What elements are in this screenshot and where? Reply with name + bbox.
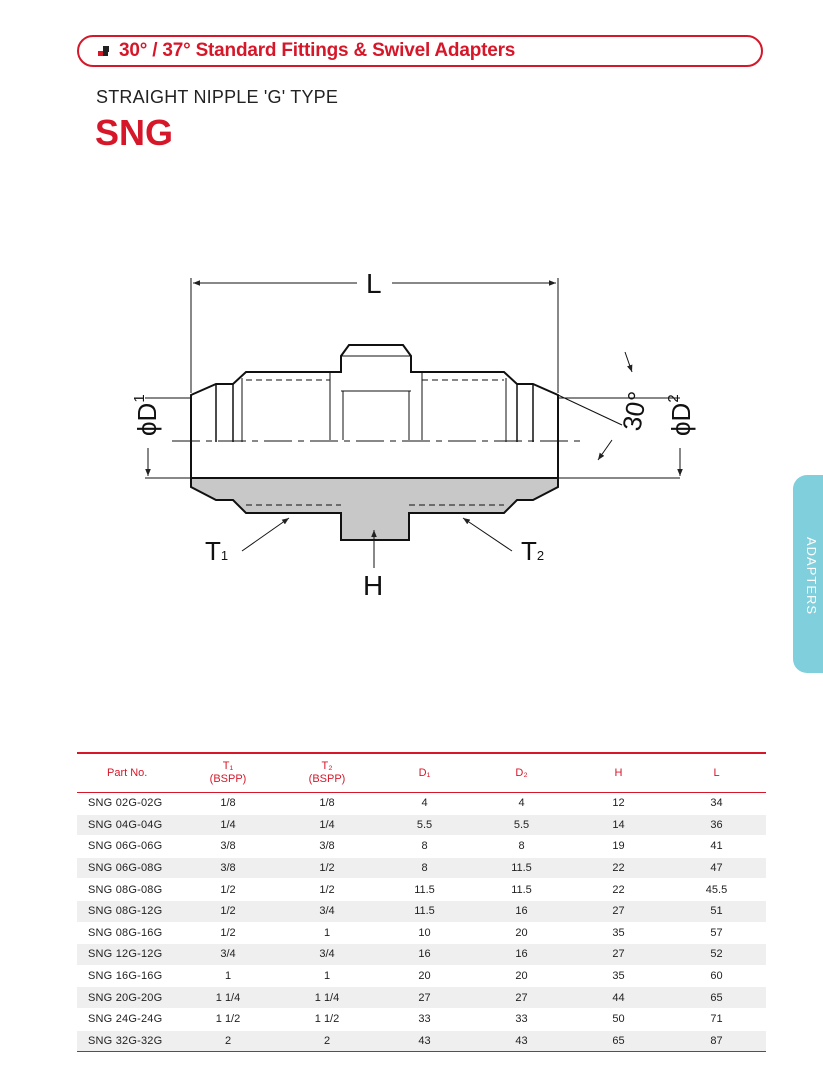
dim-T1-sub: 1 [220, 548, 229, 563]
table-cell: 1 [278, 922, 376, 944]
table-cell: 1/2 [178, 879, 278, 901]
table-cell: 51 [667, 900, 766, 922]
table-cell: 52 [667, 944, 766, 966]
table-cell: 1 1/2 [178, 1008, 278, 1030]
table-cell: 50 [570, 1008, 667, 1030]
col-header-h: H [570, 753, 667, 793]
table-cell: 3/4 [278, 900, 376, 922]
table-cell: 8 [376, 836, 473, 858]
dim-D2-label: ϕD [666, 402, 696, 436]
angle-label: 30° [616, 389, 653, 434]
table-cell: 1 1/4 [178, 987, 278, 1009]
table-cell: 1 [178, 965, 278, 987]
table-cell: 1/4 [178, 814, 278, 836]
section-squares-icon [98, 46, 111, 57]
table-cell: 27 [570, 944, 667, 966]
table-cell: SNG 04G-04G [77, 814, 178, 836]
table-cell: 19 [570, 836, 667, 858]
dim-T2-label: T [521, 536, 537, 566]
table-cell: 35 [570, 922, 667, 944]
col-header-l: L [667, 753, 766, 793]
col-header-d2: D₂ [473, 753, 570, 793]
table-cell: 2 [178, 1030, 278, 1052]
table-cell: 4 [376, 793, 473, 815]
table-cell: 33 [473, 1008, 570, 1030]
table-row [77, 922, 766, 944]
table-cell: 11.5 [473, 879, 570, 901]
dim-D2-sub: 2 [665, 394, 682, 403]
table-cell: 1/8 [278, 793, 376, 815]
table-cell: 11.5 [376, 900, 473, 922]
table-cell: 57 [667, 922, 766, 944]
table-cell: 11.5 [376, 879, 473, 901]
table-cell: SNG 20G-20G [77, 987, 178, 1009]
table-cell: 11.5 [473, 857, 570, 879]
table-cell: 43 [376, 1030, 473, 1052]
table-cell: 3/8 [178, 836, 278, 858]
table-cell: SNG 06G-08G [77, 857, 178, 879]
table-cell: 4 [473, 793, 570, 815]
table-cell: 1/2 [278, 857, 376, 879]
svg-text:T2 [521, 536, 544, 566]
table-cell: 34 [667, 793, 766, 815]
table-cell: 1/4 [278, 814, 376, 836]
table-row [77, 857, 766, 879]
adapters-side-tab-label: ADAPTERS [804, 537, 819, 616]
table-row [77, 1030, 766, 1052]
table-cell: 36 [667, 814, 766, 836]
svg-text:T1 [205, 536, 228, 566]
table-cell: 16 [376, 944, 473, 966]
table-cell: 1 1/4 [278, 987, 376, 1009]
table-cell: 8 [473, 836, 570, 858]
table-cell: 3/8 [178, 857, 278, 879]
table-cell: SNG 08G-12G [77, 900, 178, 922]
table-cell: SNG 02G-02G [77, 793, 178, 815]
table-cell: 27 [473, 987, 570, 1009]
table-cell: 20 [376, 965, 473, 987]
table-row [77, 965, 766, 987]
table-cell: SNG 06G-06G [77, 836, 178, 858]
table-cell: 33 [376, 1008, 473, 1030]
table-cell: 3/4 [178, 944, 278, 966]
table-row [77, 900, 766, 922]
adapters-side-tab[interactable] [793, 475, 823, 673]
table-row [77, 987, 766, 1009]
table-row [77, 944, 766, 966]
col-header-d1: D₁ [376, 753, 473, 793]
table-cell: SNG 12G-12G [77, 944, 178, 966]
dim-T2-sub: 2 [536, 548, 545, 563]
col-header-part-no: Part No. [77, 753, 178, 793]
section-header [77, 35, 763, 67]
svg-text:ϕD2 [665, 394, 696, 436]
col-header-t2: T₂ (BSPP) [278, 753, 376, 793]
table-cell: 71 [667, 1008, 766, 1030]
table-cell: 22 [570, 857, 667, 879]
product-code: SNG [95, 112, 174, 153]
table-row [77, 836, 766, 858]
table-row [77, 793, 766, 815]
dim-D1-label: ϕD [132, 402, 162, 436]
table-cell: 1 1/2 [278, 1008, 376, 1030]
table-cell: 10 [376, 922, 473, 944]
fitting-outline [191, 345, 558, 478]
section-title: 30° / 37° Standard Fittings & Swivel Adapters [119, 40, 516, 61]
table-cell: 65 [667, 987, 766, 1009]
table-cell: 14 [570, 814, 667, 836]
table-cell: 3/4 [278, 944, 376, 966]
dim-L-label: L [366, 268, 382, 299]
table-cell: SNG 24G-24G [77, 1008, 178, 1030]
table-cell: 87 [667, 1030, 766, 1052]
product-type-name: STRAIGHT NIPPLE 'G' TYPE [96, 87, 339, 107]
table-cell: 3/8 [278, 836, 376, 858]
table-cell: 1/2 [178, 922, 278, 944]
table-cell: 65 [570, 1030, 667, 1052]
table-row [77, 879, 766, 901]
dim-T1-label: T [205, 536, 221, 566]
table-cell: 1/2 [178, 900, 278, 922]
table-cell: SNG 16G-16G [77, 965, 178, 987]
table-header-row [77, 753, 766, 793]
table-cell: 20 [473, 965, 570, 987]
table-cell: 5.5 [376, 814, 473, 836]
spec-table [77, 752, 766, 1052]
table-cell: 16 [473, 900, 570, 922]
table-cell: SNG 32G-32G [77, 1030, 178, 1052]
table-cell: 43 [473, 1030, 570, 1052]
table-cell: 16 [473, 944, 570, 966]
table-cell: 41 [667, 836, 766, 858]
table-cell: 1 [278, 965, 376, 987]
table-cell: 8 [376, 857, 473, 879]
table-cell: 1/8 [178, 793, 278, 815]
table-cell: 27 [570, 900, 667, 922]
table-cell: 1/2 [278, 879, 376, 901]
dim-H-label: H [363, 570, 384, 601]
table-row [77, 1008, 766, 1030]
col-header-t1: T₁ (BSPP) [178, 753, 278, 793]
table-cell: 44 [570, 987, 667, 1009]
table-cell: SNG 08G-16G [77, 922, 178, 944]
table-cell: 2 [278, 1030, 376, 1052]
dim-D1-sub: 1 [131, 394, 148, 403]
table-cell: SNG 08G-08G [77, 879, 178, 901]
table-cell: 47 [667, 857, 766, 879]
table-cell: 35 [570, 965, 667, 987]
table-cell: 20 [473, 922, 570, 944]
table-cell: 22 [570, 879, 667, 901]
table-cell: 5.5 [473, 814, 570, 836]
svg-text:ϕD1 [131, 394, 162, 436]
table-cell: 45.5 [667, 879, 766, 901]
table-cell: 27 [376, 987, 473, 1009]
table-cell: 12 [570, 793, 667, 815]
table-row [77, 814, 766, 836]
table-cell: 60 [667, 965, 766, 987]
fitting-drawing [0, 250, 823, 610]
